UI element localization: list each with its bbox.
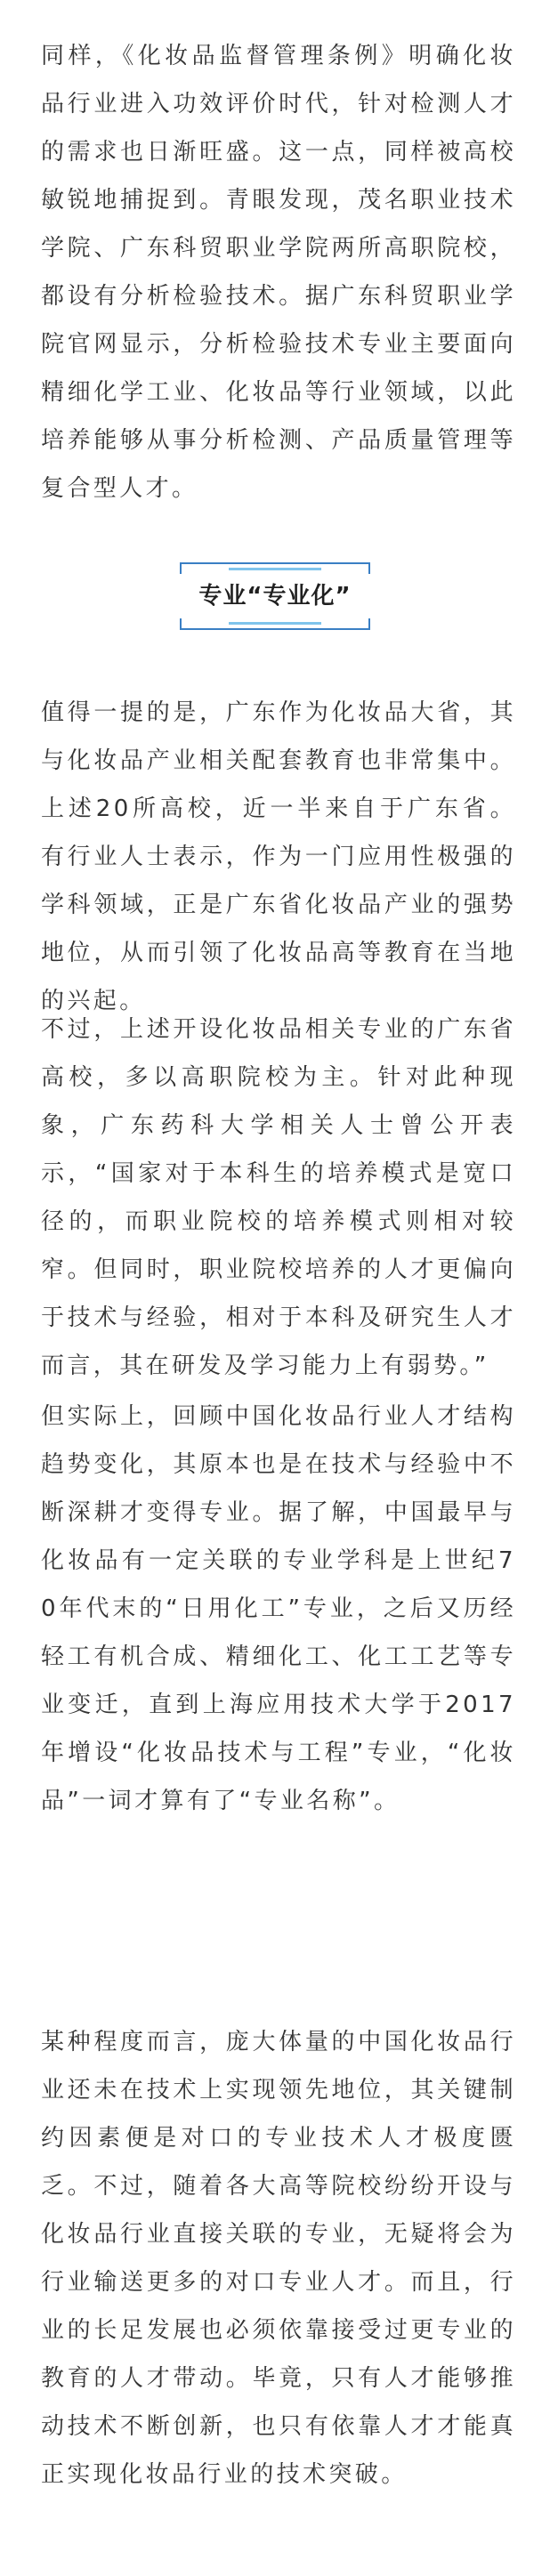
paragraph-1: 同样，《化妆品监督管理条例》明确化妆品行业进入功效评价时代，针对检测人才的需求也日渐旺盛。这一点，同样被高校敏锐地捕捉到。青眼发现，茂名职业技术学院、广东科贸职业学院两所高职院校，都设有分析检验技术。据广东科贸职业学院官网显示，分析检验技术专业主要面向精细化学工业、化妆品等行业领域，以此培养能够从事分析检测、产品质量管理等复合型人才。 — [41, 43, 516, 502]
section-title: 专业“专业化” — [198, 583, 352, 610]
heading-frame-bottom — [180, 618, 370, 630]
paragraph-3: 不过，上述开设化妆品相关专业的广东省高校，多以高职院校为主。针对此种现象，广东药科大学相关人士曾公开表示，“国家对于本科生的培养模式是宽口径的，而职业院校的培养模式则相对较窄。但同时，职业院校培养的人才更偏向于技术与经验，相对于本科及研究生人才而言，其在研发及学习能力上有弱势。” — [41, 1016, 516, 1379]
paragraph-2: 值得一提的是，广东作为化妆品大省，其与化妆品产业相关配套教育也非常集中。上述20所高校，近一半来自于广东省。有行业人士表示，作为一门应用性极强的学科领域，正是广东省化妆品产业的强势地位，从而引领了化妆品高等教育在当地的兴起。 — [41, 699, 516, 1014]
paragraph-5: 某种程度而言，庞大体量的中国化妆品行业还未在技术上实现领先地位，其关键制约因素便是对口的专业技术人才极度匮乏。不过，随着各大高等院校纷纷开设与化妆品行业直接关联的专业，无疑将会为行业输送更多的对口专业人才。而且，行业的长足发展也必须依靠接受过更专业的教育的人才带动。毕竟，只有人才能够推动技术不断创新，也只有依靠人才才能真正实现化妆品行业的技术突破。 — [41, 2029, 516, 2488]
section-heading — [180, 562, 370, 630]
paragraph-4: 但实际上，回顾中国化妆品行业人才结构趋势变化，其原本也是在技术与经验中不断深耕才变得专业。据了解，中国最早与化妆品有一定关联的专业学科是上世纪70年代末的“日用化工”专业，之后又历经轻工有机合成、精细化工、化工工艺等专业变迁，直到上海应用技术大学于2017年增设“化妆品技术与工程”专业，“化妆品”一词才算有了“专业名称”。 — [41, 1403, 516, 1814]
heading-accent-top — [229, 568, 321, 570]
